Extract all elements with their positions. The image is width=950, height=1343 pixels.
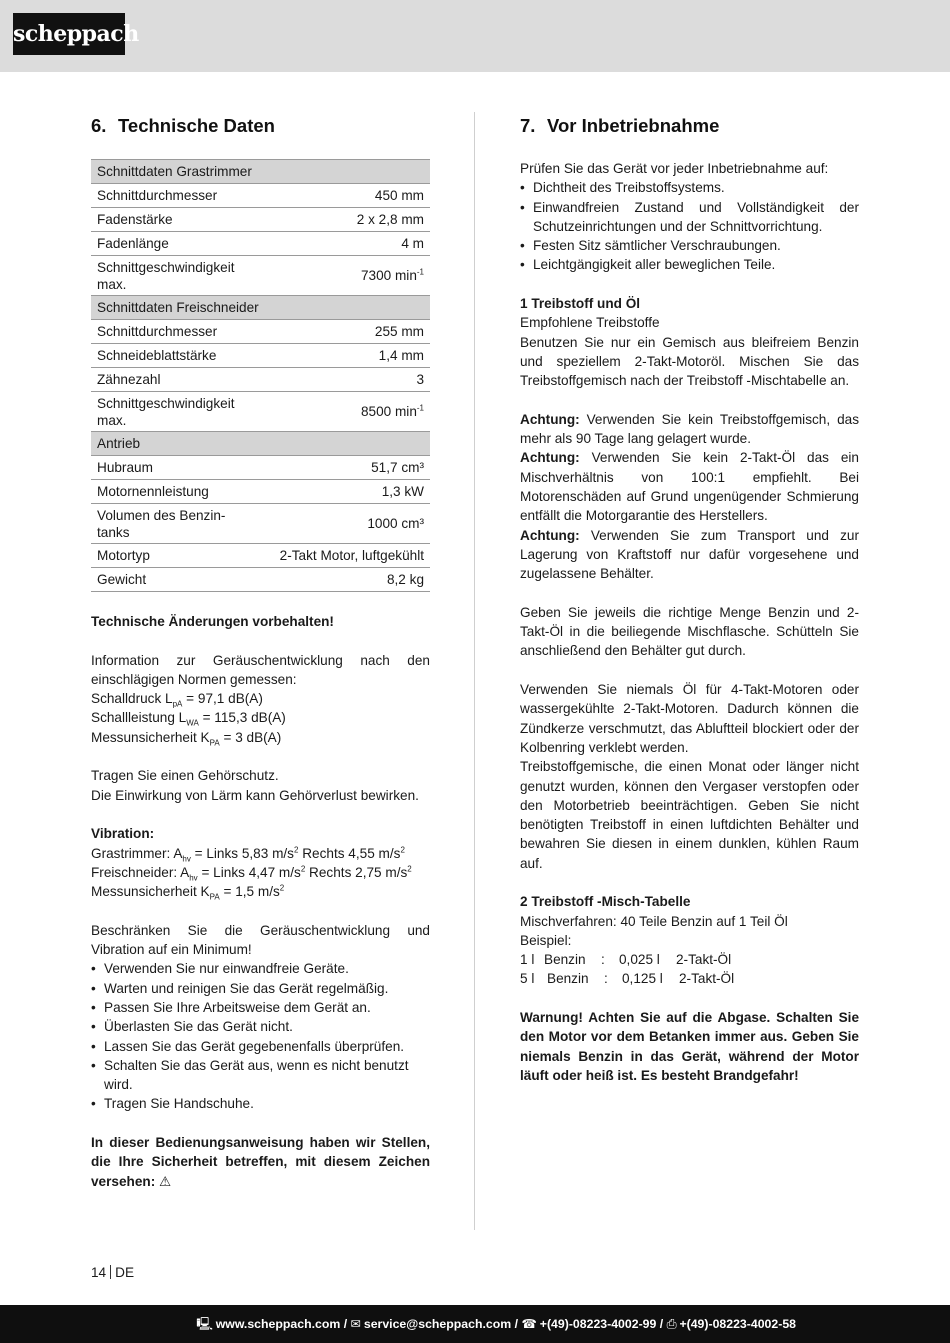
limit-list <box>91 959 430 1113</box>
list-item: • Verwenden Sie nur einwandfreie Geräte. <box>91 959 430 978</box>
table-row: Volumen des Benzin-tanks 1000 cm³ <box>91 504 430 544</box>
amount-text: Geben Sie jeweils die richtige Menge Benzin und 2-Takt-Öl in die beiliegende Mischflasche. Schütteln Sie anschließend den Behälter gut durch. <box>520 604 859 659</box>
hearing-loss-note: Die Einwirkung von Lärm kann Gehörverlust bewirken. <box>91 787 419 803</box>
vibration-title: Vibration: <box>91 826 155 842</box>
noise-intro: Information zur Geräuschentwicklung nach den einschlägigen Normen gemessen: <box>91 652 430 687</box>
check-intro: Prüfen Sie das Gerät vor jeder Inbetriebnahme auf: <box>520 161 829 176</box>
table-row: Schneideblattstärke 1,4 mm <box>91 344 430 368</box>
fuel-oil-title: 1 Treibstoff und Öl <box>520 296 641 312</box>
section-7-title: 7. Vor Inbetriebnahme <box>520 115 720 136</box>
never-oil-text: Verwenden Sie niemals Öl für 4-Takt-Motoren oder wassergekühlte 2-Takt-Motoren. Dadurch können die Zündkerze verschmutzt, das Abluftteil blockiert oder der Kolbenring verklebt werden. <box>520 682 859 755</box>
table-row: Motornennleistung 1,3 kW <box>91 480 430 504</box>
spec-table <box>91 159 430 592</box>
warning-containers: Achtung: Verwenden Sie zum Transport und zur Lagerung von Kraftstoff nur dafür vorgesehene und zugelassene Behälter. <box>520 527 859 582</box>
mix-method: Mischverfahren: 40 Teile Benzin auf 1 Teil Öl <box>520 913 788 929</box>
list-item: • Lassen Sie das Gerät gegebenenfalls überprüfen. <box>91 1037 430 1056</box>
noise-power: Schallleistung $L_{WA} = 115,3$ dB(A) <box>91 710 286 729</box>
fuel-text: Benutzen Sie nur ein Gemisch aus bleifreiem Benzin und speziellem 2-Takt-Motoröl. Mischen Sie das Treibstoffgemisch nach der Treibstoff -Mischtabelle an. <box>520 334 859 389</box>
warning-oil-ratio: Achtung: Verwenden Sie kein 2-Takt-Öl das ein Mischverhältnis von 100:1 empfiehlt. Bei Motorenschäden auf Grund ungenügender Schmierung entfällt die Motorgarantie des Herstellers. <box>520 450 859 524</box>
list-item: • Überlasten Sie das Gerät nicht. <box>91 1017 430 1036</box>
scheppach-logo[interactable]: scheppach <box>13 13 125 55</box>
list-item: • Passen Sie Ihre Arbeitsweise dem Gerät an. <box>91 998 430 1017</box>
vibration-uncertainty: Messunsicherheit $K_{PA} = 1,5$ $m/s^2$ <box>91 883 285 902</box>
hearing-protection: Tragen Sie einen Gehörschutz. <box>91 768 279 784</box>
table-row: Fadenlänge 4 m <box>91 232 430 256</box>
table-row: Gewicht 8,2 kg <box>91 568 430 592</box>
left-column <box>91 112 430 1191</box>
phone-number[interactable]: +(49)-08223-4002-99 <box>539 1317 657 1331</box>
vibration-grastrimmer: Grastrimmer: $A_{hv}$ = Links 5,83 $m/s^2$ Rechts 4,55 $m/s^2$ <box>91 845 405 864</box>
list-item: • Festen Sitz sämtlicher Verschraubungen. <box>520 236 859 255</box>
table-row: Schnittdurchmesser 450 mm <box>91 184 430 208</box>
contact-footer: 🖳 www.scheppach.com / ✉ service@scheppach.com / ☎ +(49)-08223-4002-99 / ⎙ +(49)-08223-4002-58 <box>0 1305 950 1343</box>
table-row: Fadenstärke 2 x 2,8 mm <box>91 208 430 232</box>
fuel-subtitle: Empfohlene Treibstoffe <box>520 315 660 331</box>
table-section-header: Schnittdaten Grastrimmer <box>91 160 430 184</box>
list-item: • Tragen Sie Handschuhe. <box>91 1094 430 1113</box>
table-row: Hubraum 51,7 cm³ <box>91 456 430 480</box>
fax-number[interactable]: +(49)-08223-4002-58 <box>679 1317 796 1331</box>
right-column <box>520 112 859 1085</box>
table-section-header: Schnittdaten Freischneider <box>91 296 430 320</box>
page-number: 14 DE <box>91 1265 135 1280</box>
column-divider <box>474 112 475 1230</box>
exhaust-warning: Warnung! Achten Sie auf die Abgase. Schalten Sie den Motor vor dem Betanken immer aus. Geben Sie niemals Benzin in das Gerät, während der Motor läuft oder heiß ist. Es besteht Brandgefahr! <box>520 1010 859 1083</box>
limit-intro: Beschränken Sie die Geräuschentwicklung und Vibration auf ein Minimum! <box>91 922 430 958</box>
table-row: Schnittgeschwindigkeit max. 7300 $\min^{-1}$ <box>91 256 430 296</box>
section-6-title: 6. Technische Daten <box>91 115 275 136</box>
mix-row: 5 l Benzin : 0,125 l 2-Takt-Öl <box>520 971 735 987</box>
envelope-icon: ✉ <box>350 1317 361 1331</box>
safety-symbol-note: In dieser Bedienungsanweisung haben wir Stellen, die Ihre Sicherheit betreffen, mit diesem Zeichen versehen: ⚠ <box>91 1135 430 1189</box>
email-link[interactable]: service@scheppach.com <box>363 1317 512 1331</box>
fax-icon: ⎙ <box>666 1317 677 1331</box>
table-row: Schnittgeschwindigkeit max. 8500 $\min^{-1}$ <box>91 392 430 432</box>
mix-row: 1 l Benzin : 0,025 l 2-Takt-Öl <box>520 952 732 968</box>
check-list <box>520 178 859 274</box>
website-link[interactable]: www.scheppach.com <box>215 1317 341 1331</box>
table-row: Zähnezahl 3 <box>91 368 430 392</box>
mixture-storage-text: Treibstoffgemische, die einen Monat oder länger nicht genutzt wurden, können den Vergaser verstopfen oder den Motorbetrieb beeinträchtigen. Geben Sie nicht benötigten Treibstoff in einen luftdichten Behälter und bewahren Sie diesen in einem dunklen, kühlen Raum auf. <box>520 759 859 871</box>
mix-table-title: 2 Treibstoff -Misch-Tabelle <box>520 894 691 910</box>
noise-uncertainty: Messunsicherheit $K_{PA} = 3$ dB(A) <box>91 729 282 748</box>
noise-pressure: Schalldruck $L_{pA} = 97,1$ dB(A) <box>91 691 263 709</box>
list-item: • Leichtgängigkeit aller beweglichen Teile. <box>520 255 859 274</box>
mix-example-label: Beispiel: <box>520 932 572 948</box>
vibration-freischneider: Freischneider: $A_{hv}$ = Links 4,47 $m/s^2$ Rechts 2,75 $m/s^2$ <box>91 864 412 883</box>
changes-notice: Technische Änderungen vorbehalten! <box>91 614 334 629</box>
list-item: • Warten und reinigen Sie das Gerät regelmäßig. <box>91 979 430 998</box>
header-band <box>0 0 950 72</box>
list-item: • Dichtheit des Treibstoffsystems. <box>520 178 859 197</box>
table-row: Motortyp 2-Takt Motor, luftgekühlt <box>91 544 430 568</box>
table-row: Schnittdurchmesser 255 mm <box>91 320 430 344</box>
warning-storage: Achtung: Verwenden Sie kein Treibstoffgemisch, das mehr als 90 Tage lang gelagert wurde. <box>520 411 859 447</box>
list-item: • Schalten Sie das Gerät aus, wenn es nicht benutzt wird. <box>91 1056 430 1095</box>
table-section-header: Antrieb <box>91 432 430 456</box>
computer-icon: 🖳 <box>196 1317 213 1331</box>
phone-icon: ☎ <box>521 1317 537 1331</box>
list-item: • Einwandfreien Zustand und Vollständigkeit der Schutzeinrichtungen und der Schnittvorrichtung. <box>520 198 859 237</box>
